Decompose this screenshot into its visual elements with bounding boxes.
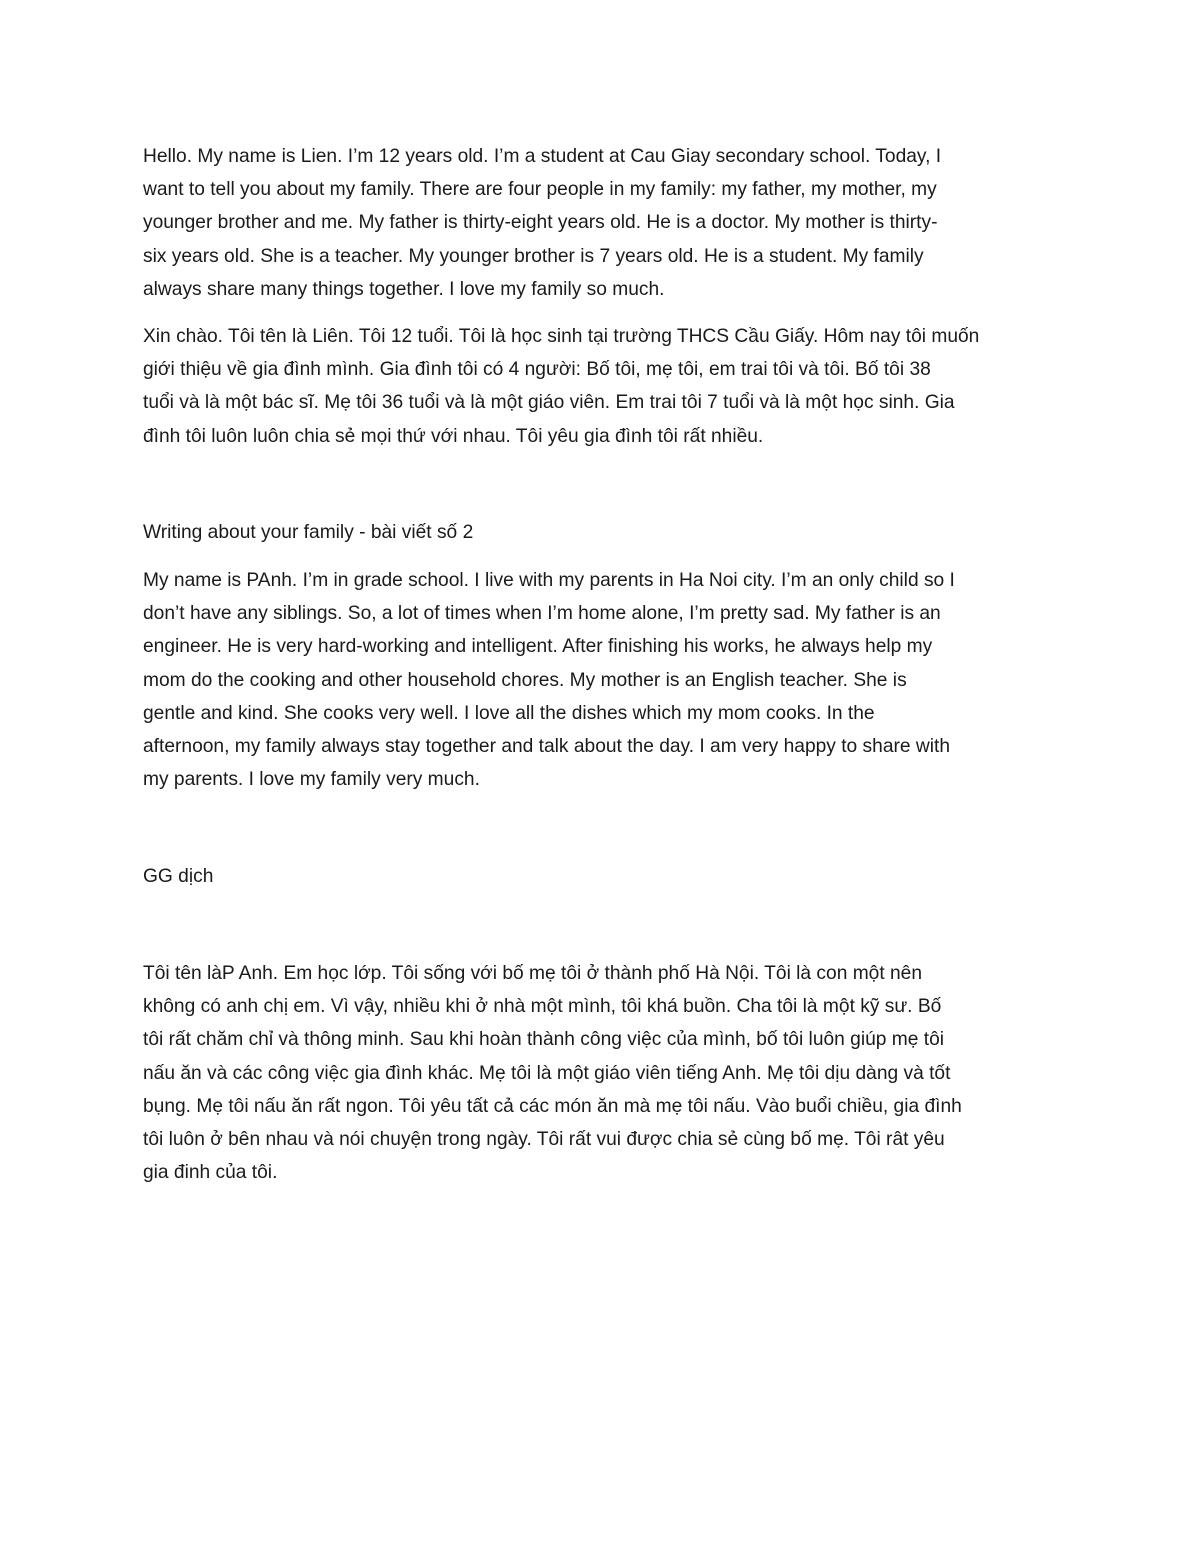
text-line: don’t have any siblings. So, a lot of times when I’m home alone, I’m pretty sad. My father is an	[143, 603, 941, 625]
text-line: nấu ăn và các công việc gia đình khác. Mẹ tôi là một giáo viên tiếng Anh. Mẹ tôi dịu dàng và tốt	[143, 1062, 951, 1084]
text-line: my parents. I love my family very much.	[143, 769, 480, 791]
paragraph-intro-english	[143, 140, 1063, 306]
text-line: tôi rất chăm chỉ và thông minh. Sau khi hoàn thành công việc của mình, bố tôi luôn giúp mẹ tôi	[143, 1029, 945, 1051]
text-line: tuổi và là một bác sĩ. Mẹ tôi 36 tuổi và là một giáo viên. Em trai tôi 7 tuổi và là một học sinh. Gia	[143, 392, 955, 414]
text-line: bụng. Mẹ tôi nấu ăn rất ngon. Tôi yêu tất cả các món ăn mà mẹ tôi nấu. Vào buổi chiều, gia đình	[143, 1095, 962, 1117]
section-heading	[143, 516, 1063, 549]
text-line: engineer. He is very hard-working and intelligent. After finishing his works, he always help my	[143, 636, 933, 658]
paragraph-family-vietnamese	[143, 957, 1063, 1189]
text-line: đình tôi luôn luôn chia sẻ mọi thứ với nhau. Tôi yêu gia đình tôi rất nhiều.	[143, 425, 764, 447]
text-line: want to tell you about my family. There are four people in my family: my father, my mother, my	[143, 179, 937, 201]
text-line: afternoon, my family always stay together and talk about the day. I am very happy to share with	[143, 736, 950, 758]
text-line: My name is PAnh. I’m in grade school. I live with my parents in Ha Noi city. I’m an only child so I	[143, 570, 955, 591]
text-line: gia đinh của tôi.	[143, 1162, 278, 1184]
translate-label	[143, 860, 1063, 893]
text-line: gentle and kind. She cooks very well. I love all the dishes which my mom cooks. In the	[143, 702, 875, 724]
paragraph-family-english	[143, 564, 1063, 796]
text-line: tôi luôn ở bên nhau và nói chuyện trong ngày. Tôi rất vui được chia sẻ cùng bố mẹ. Tôi rât yêu	[143, 1129, 945, 1151]
text-line: younger brother and me. My father is thirty-eight years old. He is a doctor. My mother is thirty-	[143, 212, 938, 234]
label-text: GG dịch	[143, 866, 214, 887]
text-line: six years old. She is a teacher. My younger brother is 7 years old. He is a student. My family	[143, 245, 924, 267]
text-line: always share many things together. I love my family so much.	[143, 278, 665, 300]
text-line: giới thiệu về gia đình mình. Gia đình tôi có 4 người: Bố tôi, mẹ tôi, em trai tôi và tôi. Bố tôi 38	[143, 359, 931, 381]
heading-text: Writing about your family - bài viết số 2	[143, 522, 474, 543]
text-line: Hello. My name is Lien. I’m 12 years old. I’m a student at Cau Giay secondary school. Today, I	[143, 146, 942, 167]
text-line: Tôi tên làP Anh. Em học lớp. Tôi sống với bố mẹ tôi ở thành phố Hà Nội. Tôi là con một nên	[143, 963, 923, 984]
paragraph-intro-vietnamese	[143, 320, 1063, 453]
text-line: không có anh chị em. Vì vậy, nhiều khi ở nhà một mình, tôi khá buồn. Cha tôi là một kỹ sư. Bố	[143, 996, 942, 1018]
text-line: Xin chào. Tôi tên là Liên. Tôi 12 tuổi. Tôi là học sinh tại trường THCS Cầu Giấy. Hôm nay tôi muốn	[143, 326, 980, 347]
text-line: mom do the cooking and other household chores. My mother is an English teacher. She is	[143, 669, 907, 691]
